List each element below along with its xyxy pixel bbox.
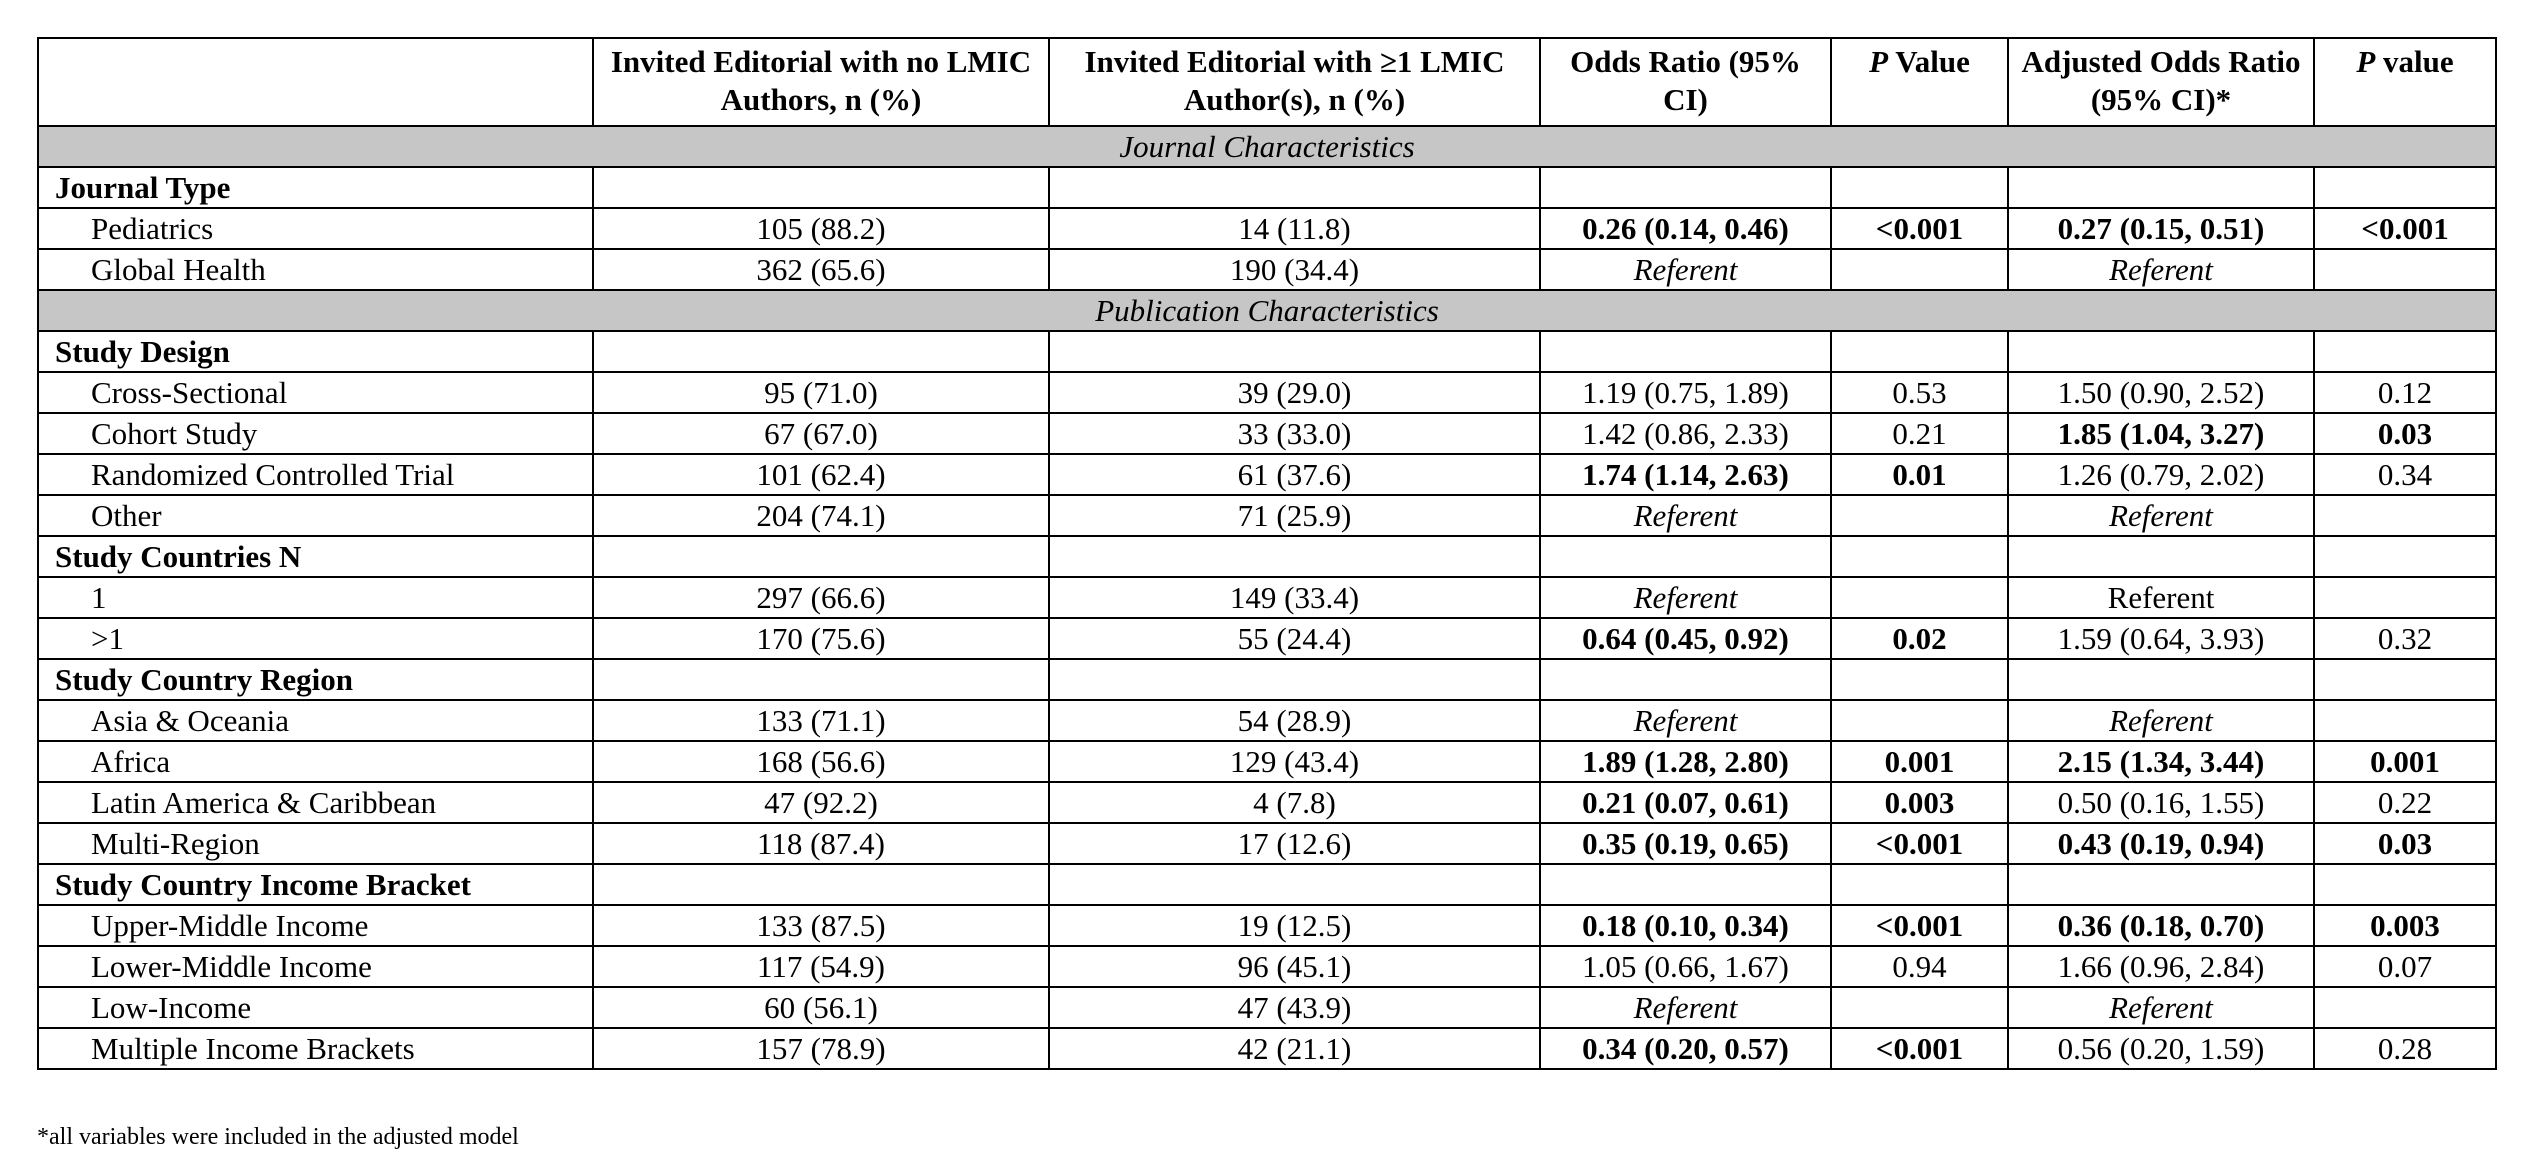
cell-adjusted-odds-ratio: 1.26 (0.79, 2.02) (2008, 454, 2314, 495)
cell-p-value (1831, 700, 2008, 741)
cell-odds-ratio: 1.05 (0.66, 1.67) (1540, 946, 1831, 987)
section-row (38, 126, 2496, 167)
cell-odds-ratio: 0.21 (0.07, 0.61) (1540, 782, 1831, 823)
cell-odds-ratio: 1.89 (1.28, 2.80) (1540, 741, 1831, 782)
cell-no-lmic: 117 (54.9) (593, 946, 1049, 987)
row-label: 1 (38, 577, 593, 618)
cell-p-value: 0.001 (1831, 741, 2008, 782)
empty-cell (2314, 167, 2496, 208)
cell-adjusted-odds-ratio: 0.36 (0.18, 0.70) (2008, 905, 2314, 946)
cell-lmic: 33 (33.0) (1049, 413, 1540, 454)
cell-adjusted-odds-ratio: 0.56 (0.20, 1.59) (2008, 1028, 2314, 1069)
table-row (38, 741, 2496, 782)
cell-lmic: 17 (12.6) (1049, 823, 1540, 864)
cell-p-value (1831, 249, 2008, 290)
table-body (38, 126, 2496, 1069)
cell-adjusted-odds-ratio: Referent (2008, 577, 2314, 618)
cell-adjusted-odds-ratio: Referent (2008, 495, 2314, 536)
row-label: Randomized Controlled Trial (38, 454, 593, 495)
cell-p-value-adjusted: 0.34 (2314, 454, 2496, 495)
empty-cell (1831, 167, 2008, 208)
empty-cell (1831, 331, 2008, 372)
cell-adjusted-odds-ratio: 1.59 (0.64, 3.93) (2008, 618, 2314, 659)
cell-lmic: 54 (28.9) (1049, 700, 1540, 741)
cell-adjusted-odds-ratio: 1.66 (0.96, 2.84) (2008, 946, 2314, 987)
cell-p-value-adjusted (2314, 987, 2496, 1028)
row-label: Low-Income (38, 987, 593, 1028)
row-label: Global Health (38, 249, 593, 290)
cell-adjusted-odds-ratio: 0.43 (0.19, 0.94) (2008, 823, 2314, 864)
row-label: Upper-Middle Income (38, 905, 593, 946)
cell-p-value: 0.94 (1831, 946, 2008, 987)
row-label: >1 (38, 618, 593, 659)
group-row (38, 536, 2496, 577)
cell-lmic: 61 (37.6) (1049, 454, 1540, 495)
empty-cell (1831, 536, 2008, 577)
row-label: Cohort Study (38, 413, 593, 454)
table-row (38, 1028, 2496, 1069)
row-label: Cross-Sectional (38, 372, 593, 413)
empty-cell (593, 331, 1049, 372)
empty-cell (2008, 331, 2314, 372)
cell-no-lmic: 101 (62.4) (593, 454, 1049, 495)
cell-lmic: 71 (25.9) (1049, 495, 1540, 536)
row-label: Lower-Middle Income (38, 946, 593, 987)
cell-odds-ratio: Referent (1540, 700, 1831, 741)
table-row (38, 987, 2496, 1028)
table-row (38, 577, 2496, 618)
cell-p-value-adjusted: 0.32 (2314, 618, 2496, 659)
cell-adjusted-odds-ratio: 1.50 (0.90, 2.52) (2008, 372, 2314, 413)
row-label: Other (38, 495, 593, 536)
empty-cell (1540, 536, 1831, 577)
cell-p-value-adjusted: <0.001 (2314, 208, 2496, 249)
cell-lmic: 39 (29.0) (1049, 372, 1540, 413)
header-p-value (1831, 38, 2008, 126)
cell-p-value-adjusted (2314, 577, 2496, 618)
empty-cell (1049, 536, 1540, 577)
cell-lmic: 4 (7.8) (1049, 782, 1540, 823)
cell-no-lmic: 133 (71.1) (593, 700, 1049, 741)
empty-cell (1049, 659, 1540, 700)
group-row (38, 331, 2496, 372)
empty-cell (2314, 659, 2496, 700)
empty-cell (2314, 331, 2496, 372)
cell-odds-ratio: 0.64 (0.45, 0.92) (1540, 618, 1831, 659)
header-row (38, 38, 2496, 126)
cell-p-value-adjusted: 0.07 (2314, 946, 2496, 987)
cell-lmic: 19 (12.5) (1049, 905, 1540, 946)
cell-p-value-adjusted (2314, 700, 2496, 741)
cell-no-lmic: 362 (65.6) (593, 249, 1049, 290)
table-header (38, 38, 2496, 126)
group-row (38, 864, 2496, 905)
cell-lmic: 55 (24.4) (1049, 618, 1540, 659)
cell-lmic: 129 (43.4) (1049, 741, 1540, 782)
empty-cell (1831, 864, 2008, 905)
header-blank (38, 38, 593, 126)
cell-no-lmic: 297 (66.6) (593, 577, 1049, 618)
cell-p-value: 0.003 (1831, 782, 2008, 823)
cell-no-lmic: 60 (56.1) (593, 987, 1049, 1028)
cell-no-lmic: 105 (88.2) (593, 208, 1049, 249)
section-row (38, 290, 2496, 331)
table-row (38, 905, 2496, 946)
cell-p-value: <0.001 (1831, 208, 2008, 249)
cell-lmic: 14 (11.8) (1049, 208, 1540, 249)
footnote: *all variables were included in the adjusted model (37, 1124, 519, 1150)
cell-no-lmic: 67 (67.0) (593, 413, 1049, 454)
empty-cell (593, 167, 1049, 208)
cell-lmic: 47 (43.9) (1049, 987, 1540, 1028)
header-odds-ratio: Odds Ratio (95% CI) (1540, 38, 1831, 126)
empty-cell (593, 536, 1049, 577)
cell-p-value: <0.001 (1831, 905, 2008, 946)
cell-odds-ratio: Referent (1540, 495, 1831, 536)
cell-p-value: <0.001 (1831, 823, 2008, 864)
cell-odds-ratio: 0.26 (0.14, 0.46) (1540, 208, 1831, 249)
cell-p-value: <0.001 (1831, 1028, 2008, 1069)
table-row (38, 823, 2496, 864)
empty-cell (2008, 536, 2314, 577)
cell-adjusted-odds-ratio: Referent (2008, 700, 2314, 741)
group-row (38, 167, 2496, 208)
cell-no-lmic: 170 (75.6) (593, 618, 1049, 659)
section-title: Journal Characteristics (38, 126, 2496, 167)
cell-no-lmic: 204 (74.1) (593, 495, 1049, 536)
cell-lmic: 96 (45.1) (1049, 946, 1540, 987)
header-p2-italic: P (2356, 44, 2376, 79)
cell-odds-ratio: Referent (1540, 987, 1831, 1028)
cell-p-value-adjusted (2314, 495, 2496, 536)
table-row (38, 618, 2496, 659)
group-title: Study Countries N (38, 536, 593, 577)
cell-lmic: 190 (34.4) (1049, 249, 1540, 290)
group-title: Study Country Region (38, 659, 593, 700)
table-row (38, 495, 2496, 536)
section-title: Publication Characteristics (38, 290, 2496, 331)
header-p-value-adjusted (2314, 38, 2496, 126)
table-row (38, 413, 2496, 454)
empty-cell (1049, 331, 1540, 372)
empty-cell (2008, 864, 2314, 905)
cell-odds-ratio: 0.35 (0.19, 0.65) (1540, 823, 1831, 864)
cell-adjusted-odds-ratio: Referent (2008, 249, 2314, 290)
cell-p-value: 0.01 (1831, 454, 2008, 495)
table-row (38, 208, 2496, 249)
header-no-lmic: Invited Editorial with no LMIC Authors, n (%) (593, 38, 1049, 126)
cell-adjusted-odds-ratio: 2.15 (1.34, 3.44) (2008, 741, 2314, 782)
empty-cell (1540, 331, 1831, 372)
cell-p-value-adjusted (2314, 249, 2496, 290)
empty-cell (1540, 659, 1831, 700)
empty-cell (1049, 167, 1540, 208)
empty-cell (2314, 536, 2496, 577)
table-row (38, 782, 2496, 823)
cell-p-value-adjusted: 0.22 (2314, 782, 2496, 823)
cell-lmic: 42 (21.1) (1049, 1028, 1540, 1069)
table-row (38, 372, 2496, 413)
table-row (38, 454, 2496, 495)
table-container (37, 37, 2497, 1070)
cell-no-lmic: 118 (87.4) (593, 823, 1049, 864)
cell-p-value-adjusted: 0.28 (2314, 1028, 2496, 1069)
header-p2-rest: value (2375, 44, 2454, 79)
table-row (38, 700, 2496, 741)
cell-p-value: 0.21 (1831, 413, 2008, 454)
cell-odds-ratio: Referent (1540, 249, 1831, 290)
empty-cell (593, 864, 1049, 905)
row-label: Asia & Oceania (38, 700, 593, 741)
row-label: Africa (38, 741, 593, 782)
cell-no-lmic: 47 (92.2) (593, 782, 1049, 823)
row-label: Multiple Income Brackets (38, 1028, 593, 1069)
empty-cell (593, 659, 1049, 700)
empty-cell (1540, 167, 1831, 208)
cell-odds-ratio: Referent (1540, 577, 1831, 618)
cell-odds-ratio: 0.18 (0.10, 0.34) (1540, 905, 1831, 946)
cell-adjusted-odds-ratio: 1.85 (1.04, 3.27) (2008, 413, 2314, 454)
cell-odds-ratio: 1.74 (1.14, 2.63) (1540, 454, 1831, 495)
cell-adjusted-odds-ratio: 0.27 (0.15, 0.51) (2008, 208, 2314, 249)
cell-lmic: 149 (33.4) (1049, 577, 1540, 618)
table-row (38, 249, 2496, 290)
header-p-rest: Value (1888, 44, 1970, 79)
group-title: Journal Type (38, 167, 593, 208)
cell-p-value (1831, 577, 2008, 618)
cell-p-value-adjusted: 0.03 (2314, 413, 2496, 454)
empty-cell (2008, 659, 2314, 700)
header-lmic: Invited Editorial with ≥1 LMIC Author(s), n (%) (1049, 38, 1540, 126)
header-adjusted-odds-ratio: Adjusted Odds Ratio (95% CI)* (2008, 38, 2314, 126)
empty-cell (1540, 864, 1831, 905)
cell-no-lmic: 157 (78.9) (593, 1028, 1049, 1069)
empty-cell (1831, 659, 2008, 700)
group-row (38, 659, 2496, 700)
results-table (37, 37, 2497, 1070)
cell-no-lmic: 95 (71.0) (593, 372, 1049, 413)
cell-no-lmic: 168 (56.6) (593, 741, 1049, 782)
cell-p-value (1831, 987, 2008, 1028)
cell-p-value: 0.02 (1831, 618, 2008, 659)
row-label: Latin America & Caribbean (38, 782, 593, 823)
row-label: Multi-Region (38, 823, 593, 864)
group-title: Study Design (38, 331, 593, 372)
cell-adjusted-odds-ratio: Referent (2008, 987, 2314, 1028)
empty-cell (1049, 864, 1540, 905)
empty-cell (2008, 167, 2314, 208)
cell-odds-ratio: 1.42 (0.86, 2.33) (1540, 413, 1831, 454)
table-row (38, 946, 2496, 987)
cell-odds-ratio: 1.19 (0.75, 1.89) (1540, 372, 1831, 413)
group-title: Study Country Income Bracket (38, 864, 593, 905)
cell-p-value: 0.53 (1831, 372, 2008, 413)
cell-p-value (1831, 495, 2008, 536)
empty-cell (2314, 864, 2496, 905)
cell-p-value-adjusted: 0.003 (2314, 905, 2496, 946)
cell-odds-ratio: 0.34 (0.20, 0.57) (1540, 1028, 1831, 1069)
cell-p-value-adjusted: 0.03 (2314, 823, 2496, 864)
cell-p-value-adjusted: 0.12 (2314, 372, 2496, 413)
cell-p-value-adjusted: 0.001 (2314, 741, 2496, 782)
header-p-italic: P (1869, 44, 1889, 79)
cell-no-lmic: 133 (87.5) (593, 905, 1049, 946)
row-label: Pediatrics (38, 208, 593, 249)
cell-adjusted-odds-ratio: 0.50 (0.16, 1.55) (2008, 782, 2314, 823)
